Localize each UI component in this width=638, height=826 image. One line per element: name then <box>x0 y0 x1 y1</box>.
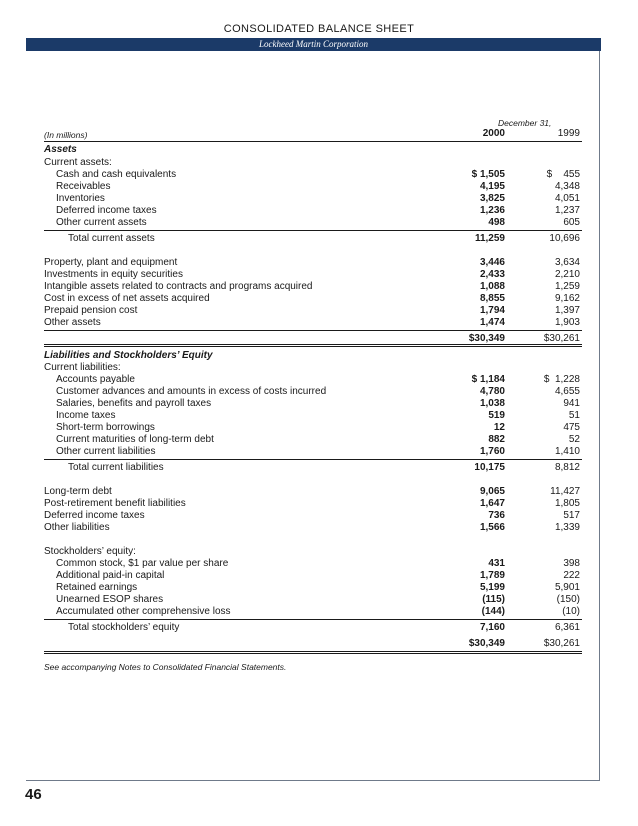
value-2000: 1,789 <box>479 570 505 581</box>
total-double-rule <box>44 651 582 654</box>
value-1999: 475 <box>563 422 580 433</box>
row-label: Liabilities and Stockholders’ Equity <box>44 350 213 361</box>
row-label: Other current liabilities <box>56 446 156 457</box>
header-rule <box>44 141 582 142</box>
row-label: Customer advances and amounts in excess of costs incurred <box>56 386 327 397</box>
row-label: Income taxes <box>56 410 116 421</box>
subtotal-rule <box>44 330 582 331</box>
row-label: Receivables <box>56 181 111 192</box>
value-1999: 3,634 <box>554 257 580 268</box>
value-1999: 1,903 <box>554 317 580 328</box>
value-1999: 4,348 <box>554 181 580 192</box>
value-1999: 1,410 <box>554 446 580 457</box>
value-2000: 1,566 <box>479 522 505 533</box>
value-2000: 1,088 <box>479 281 505 292</box>
value-2000: 1,647 <box>479 498 505 509</box>
page-number: 46 <box>25 786 42 803</box>
value-2000: 882 <box>488 434 505 445</box>
value-2000: 4,780 <box>479 386 505 397</box>
total-double-rule <box>44 344 582 347</box>
subtotal-rule <box>44 230 582 231</box>
value-1999: 517 <box>563 510 580 521</box>
value-1999: 1,397 <box>554 305 580 316</box>
value-1999: 398 <box>563 558 580 569</box>
row-label: Total current liabilities <box>68 462 164 473</box>
value-1999: 51 <box>568 410 580 421</box>
value-1999: 222 <box>563 570 580 581</box>
value-1999: 4,655 <box>554 386 580 397</box>
value-1999: 4,051 <box>554 193 580 204</box>
value-2000: $ 1,505 <box>471 169 505 180</box>
value-2000: 3,446 <box>479 257 505 268</box>
value-2000: 7,160 <box>479 622 505 633</box>
row-label: Intangible assets related to contracts and programs acquired <box>44 281 313 292</box>
row-label: Short-term borrowings <box>56 422 155 433</box>
row-label: Accounts payable <box>56 374 135 385</box>
value-2000: 10,175 <box>474 462 505 473</box>
row-label: Cash and cash equivalents <box>56 169 177 180</box>
column-header-1999: 1999 <box>557 128 580 139</box>
row-label: Other current assets <box>56 217 147 228</box>
value-1999: 9,162 <box>554 293 580 304</box>
subtotal-rule <box>44 459 582 460</box>
value-2000: 11,259 <box>474 233 505 244</box>
value-1999: $30,261 <box>543 333 580 344</box>
value-2000: 9,065 <box>479 486 505 497</box>
period-label: December 31, <box>498 118 552 128</box>
value-2000: 4,195 <box>479 181 505 192</box>
value-1999: 941 <box>563 398 580 409</box>
row-label: Deferred income taxes <box>44 510 145 521</box>
subtotal-rule <box>44 619 582 620</box>
value-1999: 1,237 <box>554 205 580 216</box>
row-label: Other assets <box>44 317 101 328</box>
value-1999: 605 <box>563 217 580 228</box>
value-1999: 1,339 <box>554 522 580 533</box>
row-label: Total current assets <box>68 233 155 244</box>
value-1999: 5,901 <box>554 582 580 593</box>
value-2000: 2,433 <box>479 269 505 280</box>
value-1999: $ 1,228 <box>543 374 580 385</box>
row-label: Accumulated other comprehensive loss <box>56 606 231 617</box>
value-2000: $30,349 <box>468 638 505 649</box>
row-label: Post-retirement benefit liabilities <box>44 498 186 509</box>
value-2000: 498 <box>488 217 505 228</box>
value-2000: 3,825 <box>479 193 505 204</box>
value-1999: 2,210 <box>554 269 580 280</box>
units-label: (In millions) <box>44 130 88 140</box>
value-2000: 1,794 <box>479 305 505 316</box>
footnote: See accompanying Notes to Consolidated Financial Statements. <box>44 662 287 672</box>
row-label: Current maturities of long-term debt <box>56 434 214 445</box>
row-label: Other liabilities <box>44 522 110 533</box>
value-2000: (144) <box>481 606 505 617</box>
value-2000: 5,199 <box>479 582 505 593</box>
value-2000: 519 <box>488 410 505 421</box>
row-label: Current liabilities: <box>44 362 121 373</box>
value-1999: 52 <box>568 434 580 445</box>
value-1999: 1,259 <box>554 281 580 292</box>
value-1999: 11,427 <box>550 486 580 497</box>
value-2000: 1,760 <box>479 446 505 457</box>
row-label: Total stockholders’ equity <box>68 622 180 633</box>
value-2000: $ 1,184 <box>471 374 505 385</box>
row-label: Common stock, $1 par value per share <box>56 558 229 569</box>
value-1999: (10) <box>562 606 580 617</box>
row-label: Retained earnings <box>56 582 138 593</box>
row-label: Property, plant and equipment <box>44 257 178 268</box>
row-label: Additional paid-in capital <box>56 570 165 581</box>
value-1999: (150) <box>556 594 580 605</box>
row-label: Current assets: <box>44 157 112 168</box>
value-2000: 431 <box>488 558 505 569</box>
value-2000: 1,038 <box>479 398 505 409</box>
row-label: Long-term debt <box>44 486 112 497</box>
row-label: Inventories <box>56 193 105 204</box>
row-label: Prepaid pension cost <box>44 305 138 316</box>
value-2000: 12 <box>493 422 505 433</box>
value-2000: 1,474 <box>479 317 505 328</box>
row-label: Salaries, benefits and payroll taxes <box>56 398 212 409</box>
company-banner: Lockheed Martin Corporation <box>26 38 601 51</box>
column-header-2000: 2000 <box>482 128 505 139</box>
value-1999: 1,805 <box>554 498 580 509</box>
row-label: Unearned ESOP shares <box>56 594 164 605</box>
value-2000: $30,349 <box>468 333 505 344</box>
row-label: Assets <box>44 144 77 155</box>
value-2000: (115) <box>482 594 505 605</box>
value-1999: 6,361 <box>554 622 580 633</box>
value-1999: 10,696 <box>549 233 580 244</box>
value-2000: 8,855 <box>479 293 505 304</box>
value-1999: 8,812 <box>554 462 580 473</box>
row-label: Investments in equity securities <box>44 269 183 280</box>
value-1999: $ 455 <box>546 169 580 180</box>
row-label: Stockholders’ equity: <box>44 546 136 557</box>
row-label: Cost in excess of net assets acquired <box>44 293 210 304</box>
document-title: CONSOLIDATED BALANCE SHEET <box>223 23 415 35</box>
row-label: Deferred income taxes <box>56 205 157 216</box>
value-2000: 1,236 <box>479 205 505 216</box>
value-2000: 736 <box>488 510 505 521</box>
value-1999: $30,261 <box>543 638 580 649</box>
